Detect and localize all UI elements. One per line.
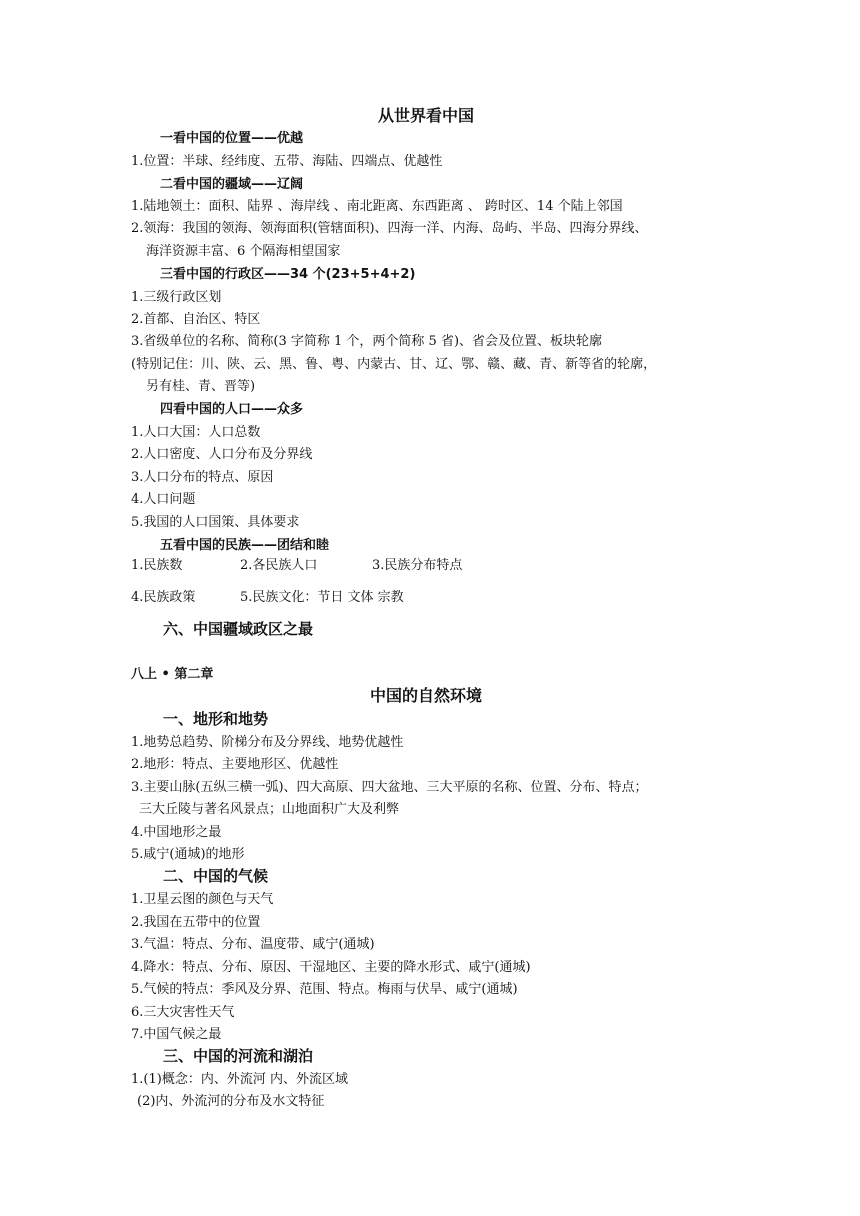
list-item: 1.(1)概念：内、外流河 内、外流区域 — [131, 1072, 348, 1087]
list-item: 1.三级行政区划 — [131, 290, 222, 305]
list-item: 5.气候的特点：季风及分界、范围、特点。梅雨与伏旱、咸宁(通城) — [131, 982, 518, 997]
list-item: 1.卫星云图的颜色与天气 — [131, 892, 274, 907]
list-item: 6.三大灾害性天气 — [131, 1005, 235, 1020]
subsection-heading: 三看中国的行政区——34 个(23+5+4+2) — [160, 267, 416, 282]
list-item: 4.降水：特点、分布、原因、干湿地区、主要的降水形式、咸宁(通城) — [131, 960, 531, 975]
list-item: 海洋资源丰富、6 个隔海相望国家 — [146, 244, 341, 259]
subsection-heading: 五看中国的民族——团结和睦 — [160, 538, 330, 553]
list-item: 1.人口大国：人口总数 — [131, 425, 261, 440]
list-item: 3.气温：特点、分布、温度带、咸宁(通城) — [131, 937, 375, 952]
list-item: 4.人口问题 — [131, 492, 196, 507]
list-item: 3.主要山脉(五纵三横一弧)、四大高原、四大盆地、三大平原的名称、位置、分布、特点； — [131, 780, 648, 795]
list-item: (特别记住：川、陕、云、黑、鲁、粤、内蒙古、甘、辽、鄂、赣、藏、青、新等省的轮廓， — [131, 357, 657, 372]
list-item: 5.咸宁(通城)的地形 — [131, 847, 245, 862]
list-item: 4.中国地形之最 — [131, 825, 222, 840]
list-item: 2.地形：特点、主要地形区、优越性 — [131, 757, 339, 772]
list-item: 2.首都、自治区、特区 — [131, 312, 261, 327]
subsection-heading: 二看中国的疆域——辽阔 — [160, 177, 304, 192]
section-title: 从世界看中国 — [378, 106, 475, 125]
list-item: 另有桂、青、晋等) — [146, 379, 256, 394]
subsection-heading: 三、中国的河流和湖泊 — [163, 1047, 314, 1065]
list-item: 1.位置：半球、经纬度、五带、海陆、四端点、优越性 — [131, 154, 443, 169]
list-item: 2.人口密度、人口分布及分界线 — [131, 447, 313, 462]
list-item: 1.陆地领土：面积、陆界 、海岸线 、南北距离、东西距离 、 跨时区、14 个陆上邻国 — [131, 199, 623, 214]
subsection-heading: 一看中国的位置——优越 — [160, 131, 304, 146]
list-item: 4.民族政策 — [131, 590, 196, 605]
list-item: 2.我国在五带中的位置 — [131, 915, 261, 930]
list-item: (2)内、外流河的分布及水文特征 — [137, 1094, 325, 1109]
list-item: 2.领海：我国的领海、领海面积(管辖面积)、四海一洋、内海、岛屿、半岛、四海分界线、 — [131, 221, 648, 236]
list-item: 三大丘陵与著名风景点；山地面积广大及利弊 — [139, 802, 400, 817]
list-item: 3.省级单位的名称、简称(3 字简称 1 个，两个简称 5 省)、省会及位置、板块轮廓 — [131, 334, 603, 349]
subsection-heading: 六、中国疆域政区之最 — [163, 620, 314, 638]
subsection-heading: 二、中国的气候 — [163, 867, 269, 885]
list-item: 7.中国气候之最 — [131, 1027, 222, 1042]
section-title: 中国的自然环境 — [370, 686, 483, 705]
list-item: 5.民族文化：节日 文体 宗教 — [240, 590, 404, 605]
chapter-label: 八上 • 第二章 — [131, 667, 214, 682]
list-item: 3.民族分布特点 — [372, 558, 463, 573]
subsection-heading: 一、地形和地势 — [163, 710, 269, 728]
list-item: 2.各民族人口 — [240, 558, 318, 573]
list-item: 1.民族数 — [131, 558, 183, 573]
list-item: 3.人口分布的特点、原因 — [131, 470, 274, 485]
list-item: 5.我国的人口国策、具体要求 — [131, 515, 300, 530]
list-item: 1.地势总趋势、阶梯分布及分界线、地势优越性 — [131, 735, 404, 750]
subsection-heading: 四看中国的人口——众多 — [160, 402, 304, 417]
